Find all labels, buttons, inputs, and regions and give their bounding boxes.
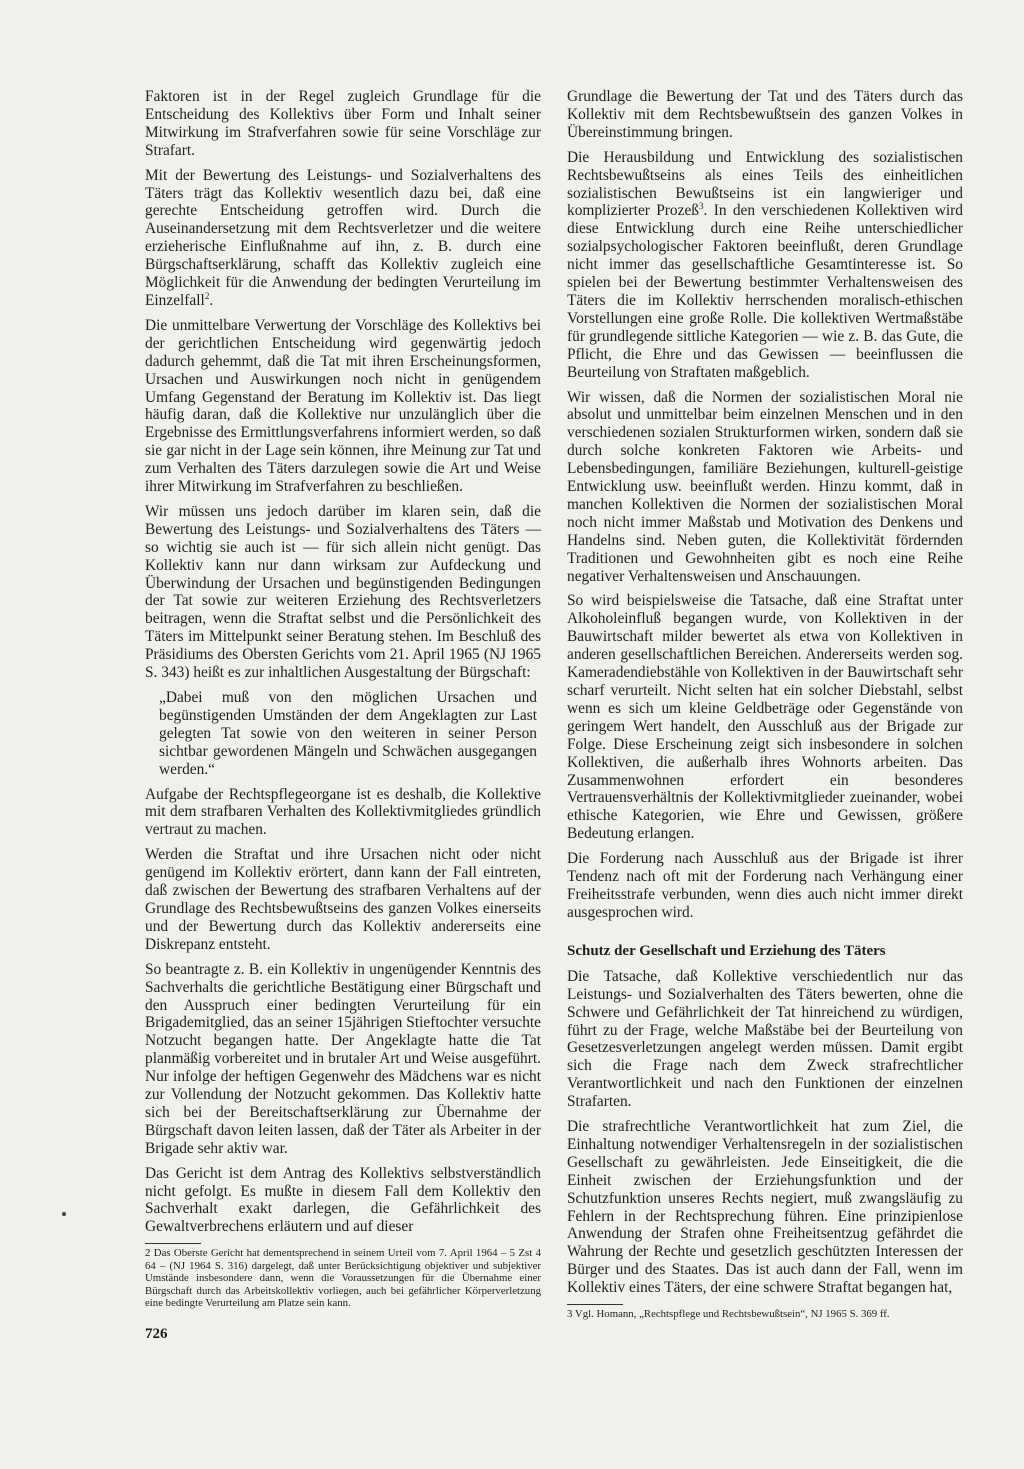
paragraph: Das Gericht ist dem Antrag des Kollektivs selbstverständlich nicht gefolgt. Es mußte in diesem Fall dem Kollektiv den Sachverhalt exakt darlegen, die Gefährlichkeit des Gewaltverbrechens erläutern und auf dieser: [145, 1164, 541, 1236]
right-column: [567, 88, 963, 1321]
paragraph: Werden die Straftat und ihre Ursachen nicht oder nicht genügend im Kollektiv erörtert, dann kann der Fall eintreten, daß zwischen der Bewertung des strafbaren Verhaltens auf der Grundlage des Rechtsbewußtseins des ganzen Volkes einerseits und der Bewertung durch das Kollektiv andererseits eine Diskrepanz entsteht.: [145, 846, 541, 953]
footnote-ref: 2: [204, 290, 210, 301]
paragraph: Wir müssen uns jedoch darüber im klaren sein, daß die Bewertung des Leistungs- und Sozialverhaltens des Täters — so wichtig sie auch ist — für sich allein nicht genügt. Das Kollektiv kann nur dann wirksam zur Aufdeckung und Überwindung der Ursachen und begünstigenden Bedingungen der Tat sowie zur weiteren Erziehung des Rechtsverletzers beitragen, wenn die Straftat selbst und die Persönlichkeit des Täters im Mittelpunkt seiner Beratung stehen. Im Beschluß des Präsidiums des Obersten Gerichts vom 21. April 1965 (NJ 1965 S. 343) heißt es zur inhaltlichen Ausgestaltung der Bürgschaft:: [145, 502, 541, 682]
paragraph: Aufgabe der Rechtspflegeorgane ist es deshalb, die Kollektive mit dem strafbaren Verhalten des Kollektivmitgliedes gründlich vertraut zu machen.: [145, 785, 541, 839]
paragraph: Die Tatsache, daß Kollektive verschiedentlich nur das Leistungs- und Sozialverhalten des Täters bewerten, ohne die Schwere und Gefährlichkeit der Tat hinreichend zu würdigen, führt zu der Frage, welche Maßstäbe bei der Beurteilung von Gesetzesverletzungen angelegt werden müssen. Damit ergibt sich die Frage nach dem Zweck strafrechtlicher Verantwortlichkeit und nach den Funktionen der einzelnen Strafarten.: [567, 967, 963, 1111]
paragraph: So beantragte z. B. ein Kollektiv in ungenügender Kenntnis des Sachverhalts die gerichtliche Bestätigung einer Bürgschaft und den Ausspruch einer bedingten Verurteilung für ein Brigademitglied, das an seiner 15jährigen Stieftochter versuchte Notzucht begangen hatte. Der Angeklagte hatte die Tat planmäßig vorbereitet und in brutaler Art und Weise ausgeführt. Nur infolge der heftigen Gegenwehr des Mädchens war es nicht zur Vollendung der Notzucht gekommen. Das Kollektiv hatte sich bei der Bereitschaftserklärung zur Übernahme der Bürgschaft davon leiten lassen, daß der Täter als Arbeiter in der Brigade sehr aktiv war.: [145, 960, 541, 1157]
footnote-ref: 3: [699, 201, 704, 212]
block-quote: „Dabei muß von den möglichen Ursachen und begünstigenden Umständen der dem Angeklagten zur Last gelegten Tat sowie von den weiteren in seiner Person sichtbar gewordenen Mängeln und Schwächen ausgegangen werden.“: [159, 689, 537, 778]
footnote: 2 Das Oberste Gericht hat dementsprechend in seinem Urteil vom 7. April 1964 – 5 Zst 4 64 – (NJ 1964 S. 316) dargelegt, daß unter Berücksichtigung objektiver und subjektiver Umstände insbesondere dann, wenn die Voraussetzungen für die Übernahme einer Bürgschaft durch das Arbeitskollektiv vorliegen, auch bei gefährlicher Körperverletzung eine bedingte Verurteilung am Platze sein kann.: [145, 1247, 541, 1310]
paragraph: Die strafrechtliche Verantwortlichkeit hat zum Ziel, die Einhaltung notwendiger Verhaltensregeln in der sozialistischen Gesellschaft zu gewährleisten. Jede Einseitigkeit, die die Einheit zwischen der Erziehungsfunktion und der Schutzfunktion unseres Rechts negiert, muß zwangsläufig zu Fehlern in der Rechtsprechung führen. Eine prinzipienlose Anwendung der Strafen ohne Freiheitsentzug gefährdet die Wahrung der Rechte und gesetzlich geschützten Interessen der Bürger und des Staates. Das ist auch dann der Fall, wenn im Kollektiv eines Täters, der eine schwere Straftat begangen hat,: [567, 1118, 963, 1297]
paragraph: Die Forderung nach Ausschluß aus der Brigade ist ihrer Tendenz nach oft mit der Forderung nach Verhängung einer Freiheitsstrafe verbunden, wenn dies auch nicht immer direkt ausgesprochen wird.: [567, 850, 963, 921]
margin-mark: [62, 1212, 66, 1216]
paragraph: So wird beispielsweise die Tatsache, daß eine Straftat unter Alkoholeinfluß begangen wurde, von Kollektiven in der Bauwirtschaft milder bewertet als etwa von Kollektiven in anderen gesellschaftlichen Bereichen. Andererseits werden sog. Kameradendiebstähle von Kollektiven in der Bauwirtschaft sehr scharf verurteilt. Nicht selten hat ein solcher Diebstahl, selbst wenn es sich um kleine Geldbeträge oder Gegenstände von geringem Wert handelt, den Ausschluß aus der Brigade zur Folge. Diese Erscheinung zeigt sich insbesondere in solchen Kollektiven, die außerhalb ihres Wohnorts arbeiten. Das Zusammenwohnen erfordert ein besonderes Vertrauensverhältnis der Kollektivmitglieder zueinander, wobei ethische Kategorien, wie Ehre und Gewissen, größere Bedeutung erlangen.: [567, 592, 963, 843]
footnote: 3 Vgl. Homann, „Rechtspflege und Rechtsbewußtsein“, NJ 1965 S. 369 ff.: [567, 1308, 890, 1321]
footnote-divider: [567, 1304, 623, 1305]
paragraph: Wir wissen, daß die Normen der sozialistischen Moral nie absolut und unmittelbar beim einzelnen Menschen und in den verschiedenen sozialen Strukturformen wirken, sondern daß sie durch solche konkreten Faktoren wie Arbeits- und Lebensbedingungen, familiäre Beziehungen, kulturell-geistige Entwicklung usw. beeinflußt werden. Hinzu kommt, daß in manchen Kollektiven die Normen der sozialistischen Moral noch nicht immer Maßstab und Motivation des Denkens und Handelns sind. Neben guten, die Kollektivität fördernden Traditionen und Gewohnheiten gibt es noch eine Reihe negativer Verhaltensweisen und Anschauungen.: [567, 388, 963, 585]
paragraph: Die unmittelbare Verwertung der Vorschläge des Kollektivs bei der gerichtlichen Entscheidung wird gegenwärtig jedoch dadurch gehemmt, daß die Tat mit ihren Erscheinungsformen, Ursachen und Auswirkungen noch nicht in genügendem Umfang Gegenstand der Beratung im Kollektiv ist. Das liegt häufig daran, daß die Kollektive nur unzulänglich über die Ergebnisse des Ermittlungsverfahrens informiert werden, so daß sie gar nicht in der Lage sein können, ihre Meinung zur Tat und zum Verhalten des Täters darzulegen sowie die Art und Weise ihrer Mitwirkung im Strafverfahren zu beschließen.: [145, 316, 541, 496]
footnote-divider: [145, 1243, 201, 1244]
paragraph: Mit der Bewertung des Leistungs- und Sozialverhaltens des Täters trägt das Kollektiv wesentlich dazu bei, daß eine gerechte Entscheidung getroffen wird. Durch die Auseinandersetzung mit dem Rechtsverletzer und die weitere erzieherische Einflußnahme auf ihn, z. B. durch eine Bürgschaftserklärung, schafft das Kollektiv zugleich eine Möglichkeit für die Anwendung der bedingten Verurteilung im Einzelfall$^2$.: [145, 166, 541, 309]
section-heading: Schutz der Gesellschaft und Erziehung des Täters: [567, 942, 886, 959]
paragraph: Grundlage die Bewertung der Tat und des Täters durch das Kollektiv mit dem Rechtsbewußtsein des ganzen Volkes in Übereinstimmung bringen.: [567, 88, 963, 141]
paragraph: Die Herausbildung und Entwicklung des sozialistischen Rechtsbewußtseins als eines Teils des einheitlichen sozialistischen Bewußtseins ist ein langwieriger und komplizierter Prozeß$^3$. In den verschiedenen Kollektiven wird diese Entwicklung durch eine Reihe unterschiedlicher sozialpsychologischer Faktoren beeinflußt, deren Grundlage nicht immer das gesellschaftliche Gesamtinteresse ist. So spielen bei der Bewertung bestimmter Verhaltensweisen des Täters die im Kollektiv herrschenden moralisch-ethischen Vorstellungen eine große Rolle. Die kollektiven Wertmaßstäbe für grundlegende sittliche Kategorien — wie z. B. das Gute, die Pflicht, die Ehre und das Gewissen — beeinflussen die Beurteilung von Straftaten maßgeblich.: [567, 148, 963, 381]
paragraph: Faktoren ist in der Regel zugleich Grundlage für die Entscheidung des Kollektivs über Form und Inhalt seiner Mitwirkung im Strafverfahren sowie für seine Vorschläge zur Strafart.: [145, 88, 541, 159]
page-number: 726: [145, 1326, 168, 1342]
left-column: [145, 88, 541, 1310]
